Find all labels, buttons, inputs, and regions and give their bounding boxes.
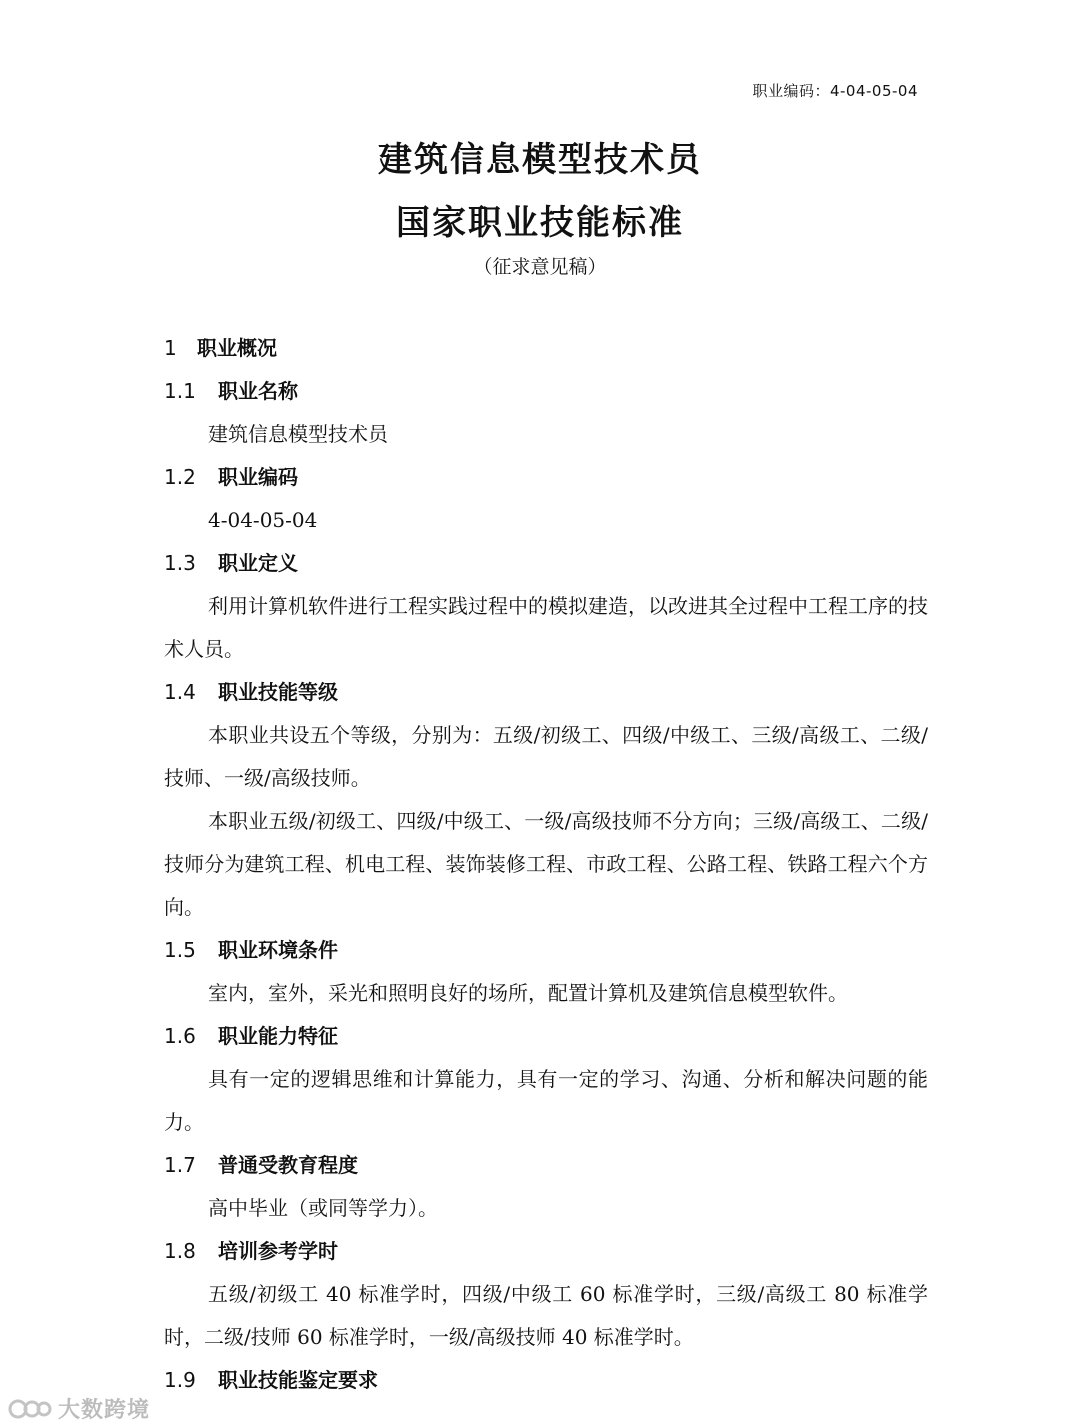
document-title-line2: 国家职业技能标准 [396, 203, 684, 243]
section-heading [164, 335, 928, 361]
document-title: 建筑信息模型技术员 [378, 140, 702, 180]
paragraph: 五级/初级工 40 标准学时，四级/中级工 60 标准学时，三级/高级工 80 标准学时，二级/技师 60 标准学时，一级/高级技师 40 标准学时。 [164, 1282, 928, 1349]
subsection-heading [164, 464, 928, 490]
section-title: 职业概况 [197, 336, 277, 360]
subsection-title: 职业编码 [218, 465, 298, 489]
paragraph: 本职业五级/初级工、四级/中级工、一级/高级技师不分方向；三级/高级工、二级/技师分为建筑工程、机电工程、装饰装修工程、市政工程、公路工程、铁路工程六个方向。 [164, 809, 928, 919]
subsection-title: 职业名称 [218, 379, 298, 403]
subsection-heading [164, 378, 928, 404]
subsection-number: 1.2 [164, 465, 196, 489]
subsection-number: 1.7 [164, 1153, 196, 1177]
subsection-heading [164, 679, 928, 705]
subsection-list [164, 378, 928, 1393]
subsection-title: 普通受教育程度 [218, 1153, 358, 1177]
document-body [164, 335, 928, 1410]
subsection-number: 1.9 [164, 1368, 196, 1392]
paragraph: 4-04-05-04 [208, 508, 318, 532]
paragraph: 室内，室外，采光和照明良好的场所，配置计算机及建筑信息模型软件。 [208, 981, 848, 1005]
paragraph: 高中毕业（或同等学力）。 [208, 1196, 438, 1220]
subsection-title: 职业技能等级 [218, 680, 338, 704]
subsection-heading [164, 1238, 928, 1264]
paragraph: 本职业共设五个等级，分别为：五级/初级工、四级/中级工、三级/高级工、二级/技师、一级/高级技师。 [164, 723, 928, 790]
subsection-number: 1.3 [164, 551, 196, 575]
subsection-number: 1.1 [164, 379, 196, 403]
watermark-logo-icon [8, 1396, 52, 1422]
subsection-heading [164, 550, 928, 576]
document-subtitle: （征求意见稿） [473, 256, 607, 278]
paragraph: 利用计算机软件进行工程实践过程中的模拟建造，以改进其全过程中工程工序的技术人员。 [164, 594, 928, 661]
paragraph: 具有一定的逻辑思维和计算能力，具有一定的学习、沟通、分析和解决问题的能力。 [164, 1067, 928, 1134]
paragraph: 建筑信息模型技术员 [208, 422, 388, 446]
job-code-label: 职业编码：4-04-05-04 [752, 82, 918, 100]
subsection-number: 1.8 [164, 1239, 196, 1263]
subsection-number: 1.4 [164, 680, 196, 704]
subsection-title: 培训参考学时 [218, 1239, 338, 1263]
subsection-heading [164, 937, 928, 963]
subsection-heading [164, 1367, 928, 1393]
subsection-title: 职业技能鉴定要求 [218, 1368, 378, 1392]
subsection-number: 1.5 [164, 938, 196, 962]
subsection-number: 1.6 [164, 1024, 196, 1048]
watermark [8, 1393, 150, 1424]
watermark-text: 大数跨境 [58, 1398, 151, 1423]
section-number: 1 [164, 336, 177, 360]
subsection-heading [164, 1023, 928, 1049]
subsection-title: 职业能力特征 [218, 1024, 338, 1048]
subsection-title: 职业环境条件 [218, 938, 338, 962]
subsection-title: 职业定义 [218, 551, 298, 575]
subsection-heading [164, 1152, 928, 1178]
